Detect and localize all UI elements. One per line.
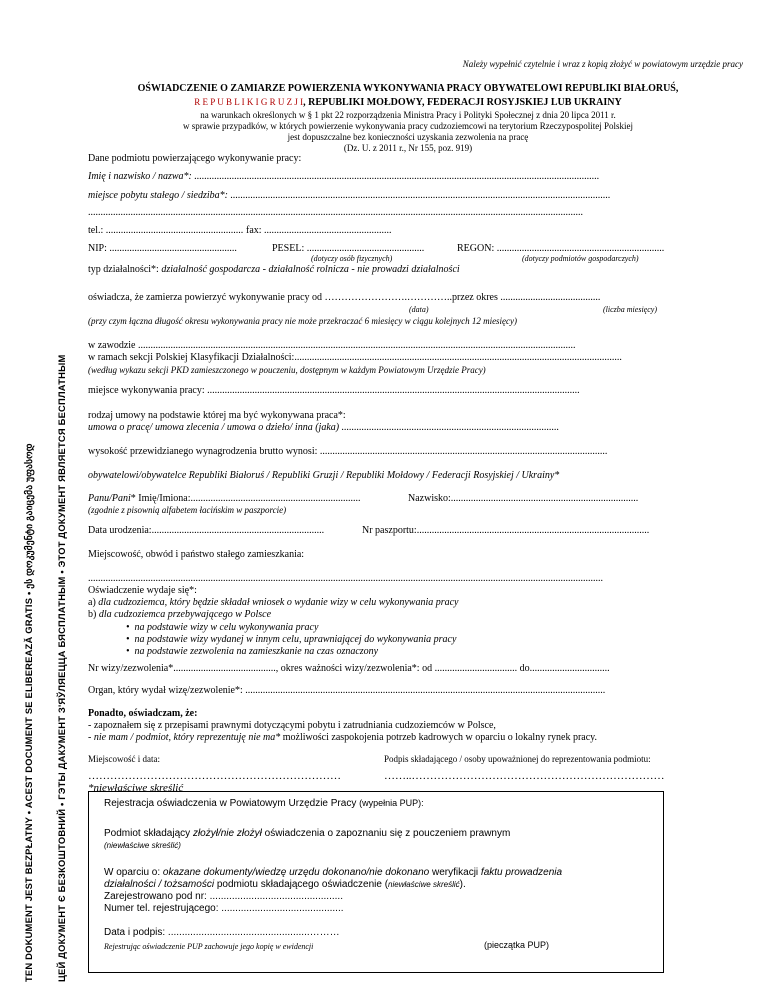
regon-field[interactable]: REGON: ................................................................... [457,243,665,254]
option-a-text: dla cudzoziemca, który będzie składał wniosek o wydanie wizy w celu wykonywania pracy [98,597,459,608]
regon-note: (dotyczy podmiotów gospodarczych) [522,254,639,263]
profession-field[interactable]: w zawodzie ............................................................................................................................................................................... [88,340,576,351]
form-title: OŚWIADCZENIE O ZAMIARZE POWIERZENIA WYKONYWANIA PRACY OBYWATELOWI REPUBLIKI BIAŁORUŚ, [137,83,679,94]
signature-field[interactable]: ……..…………………………………………………………… [384,770,665,782]
employer-name-field[interactable]: Imię i nazwisko / nazwa*: .................................................................................................................................................................. [88,171,600,182]
list-item[interactable]: • na podstawie wizy w celu wykonywania pracy [126,622,319,633]
foreigner-surname-field[interactable]: Nazwisko:........................................................................... [408,493,639,504]
option-b-text: dla cudzoziemca przebywającego w Polsce [98,609,272,620]
filling-instruction: Należy wypełnić czytelnie i wraz z kopią złożyć w powiatowym urzędzie pracy [462,59,743,69]
list-item[interactable]: • na podstawie wizy wydanej w innym celu, uprawniającej do wykonywania pracy [126,634,457,645]
p1-suffix: oświadczenia o zapoznaniu się z pouczeniem prawnym [261,828,511,839]
period-limit-note: (przy czym łączna długość okresu wykonywania pracy nie może przekraczać 6 miesięcy w ciągu kolejnych 12 miesięcy) [88,316,518,326]
latin-alphabet-note: (zgodnie z pisownią alfabetem łacińskim w paszporcie) [88,505,287,515]
pup-stamp-label: (pieczątka PUP) [484,940,550,950]
residence-field[interactable]: .............................................................................................................................................................................................................. [88,573,603,584]
activity-type [88,264,460,275]
verification-options[interactable]: okazane dokumenty/wiedzę urzędu dokonano/nie dokonano [162,867,430,878]
first-name-label: * Imię/Imiona:.................................................................... [130,493,361,504]
fax-field[interactable]: fax: ................................................... [246,225,392,236]
p1-prefix: Podmiot składający [104,828,193,839]
verification-statement-line2 [104,879,466,890]
declaration-local-market-text: możliwości zaspokojenia potrzeb kadrowych w oparciu o lokalny rynek pracy. [280,732,598,743]
place-date-label: Miejscowość i data: [88,754,160,764]
declaration-local-market-options[interactable]: - nie mam / podmiot, który reprezentuję nie ma* [88,732,281,743]
pesel-note: (dotyczy osób fizycznych) [311,254,393,263]
residence-label: Miejscowość, obwód i państwo stałego zamieszkania: [88,549,305,560]
p2-prefix: W oparciu o: [104,867,163,878]
employer-address-field[interactable]: miejsce pobytu stałego / siedziba*: ........................................................................................................................................................ [88,190,611,201]
verification-statement [104,867,562,878]
copy-retention-note: Rejestrując oświadczenie PUP zachowuje jego kopię w ewidencji [104,942,314,951]
p2-strike-note: niewłaściwe skreślić [388,880,460,889]
option-a[interactable] [88,597,459,608]
pup-title-text: Rejestracja oświadczenia w Powiatowym Urzędzie Pracy [104,798,360,809]
declaration-law-familiarity: - zapoznałem się z przepisami prawnymi dotyczącymi pobytu i zatrudniania cudzoziemców w Polsce, [88,720,496,731]
country-georgia-spaced: R E P U B L I K I G R U Z J I [194,97,304,107]
free-document-notice-1: TEN DOKUMENT JEST BEZPŁATNY • ACEST DOCUMENT SE ELIBEREAZĂ GRATIS • ეს დოკუმენტი გაიცემა უფასოდ [23,443,34,982]
visa-authority-field[interactable]: Organ, który wydał wizę/zezwolenie*: ................................................................................................................................................ [88,685,606,696]
legal-basis-3: jest dopuszczalne bez konieczności uzyskania zezwolenia na pracę [287,132,529,142]
birth-date-field[interactable]: Data urodzenia:..................................................................... [88,525,325,536]
option-a-letter: a) [88,597,99,608]
registration-number-field[interactable]: Zarejestrowano pod nr: ................................................ [104,891,343,902]
pup-title-note: (wypełnia PUP): [359,798,424,808]
strike-out-footnote: *niewłaściwe skreślić [88,782,184,794]
activity-identity-options[interactable]: działalności / tożsamości [104,879,215,890]
activity-type-label: typ działalności*: [88,264,162,275]
foreigner-first-name-field[interactable] [88,493,361,504]
option-b-letter: b) [88,609,99,620]
months-note: (liczba miesięcy) [603,305,657,314]
employer-address-continuation[interactable]: ...................................................................................................................................................................................................... [88,207,583,218]
registrar-phone-field[interactable]: Numer tel. rejestrującego: ............................................ [104,903,344,914]
p1-strike-note: (niewłaściwe skreślić) [104,841,181,850]
bullet-visa-work: na podstawie wizy w celu wykonywania pracy [134,622,319,633]
pkd-section-field[interactable]: w ramach sekcji Polskiej Klasyfikacji Działalności:................................................................................................................................... [88,352,622,363]
p2-line2-end: ). [459,879,466,890]
declaration-local-market [88,732,597,743]
contract-type-label: rodzaj umowy na podstawie której ma być wykonywana praca*: [88,410,346,421]
visa-number-field[interactable]: Nr wizy/zezwolenia*........................................., okres ważności wizy/zezwolenia*: od ................................. do................................ [88,663,610,674]
citizenship-options[interactable]: obywatelowi/obywatelce Republiki Białoruś / Republiki Gruzji / Republiki Mołdowy / Federacji Rosyjskiej / Ukrainy* [88,470,560,481]
form-title-line2 [88,97,728,108]
date-note: (data) [409,305,429,314]
verification-subject-options[interactable]: faktu prowadzenia [480,867,563,878]
legal-notice-statement [104,828,510,839]
bullet-residence-permit: na podstawie zezwolenia na zamieszkanie na czas oznaczony [134,646,379,657]
title-prefix[interactable]: Panu/Pani [88,493,131,504]
option-b[interactable] [88,609,271,620]
nip-field[interactable]: NIP: ................................................... [88,243,237,254]
employer-heading: Dane podmiotu powierzającego wykonywanie pracy: [88,153,302,164]
salary-field[interactable]: wysokość przewidzianego wynagrodzenia brutto wynosi: ................................................................................................................... [88,446,608,457]
place-date-field[interactable]: …………………………………………………………… [88,770,341,782]
signature-label: Podpis składającego / osoby upoważnionej do reprezentowania podmiotu: [384,754,651,764]
pkd-note: (według wykazu sekcji PKD zamieszczonego w pouczeniu, dostępnym w każdym Powiatowym Urzędzie Pracy) [88,365,486,375]
employment-period-field[interactable]: oświadcza, że zamierza powierzyć wykonywanie pracy od …………………….…………..przez okres ........................................ [88,292,601,303]
p2-line2-text: podmiotu składającego oświadczenie ( [214,879,389,890]
legal-basis-1: na warunkach określonych w § 1 pkt 22 rozporządzenia Ministra Pracy i Polityki Społecznej z dnia 20 lipca 2011 r. [200,110,616,120]
additional-declarations-heading: Ponadto, oświadczam, że: [88,708,198,719]
bullet-visa-other: na podstawie wizy wydanej w innym celu, uprawniającej do wykonywania pracy [134,634,457,645]
legal-basis-2: w sprawie przypadków, w których powierzenie wykonywania pracy cudzoziemcowi na terytorium Rzeczypospolitej Polskiej [182,121,634,131]
tel-field[interactable]: tel.: ....................................................... [88,225,244,236]
passport-number-field[interactable]: Nr paszportu:............................................................................................. [362,525,650,536]
workplace-field[interactable]: miejsce wykonywania pracy: ..................................................................................................................................................... [88,385,580,396]
activity-type-options[interactable]: działalność gospodarcza - działalność rolnicza - nie prowadzi działalności [161,264,460,275]
legal-basis-4: (Dz. U. z 2011 r., Nr 155, poz. 919) [343,143,473,153]
list-item[interactable]: • na podstawie zezwolenia na zamieszkanie na czas oznaczony [126,646,379,657]
contract-type-options[interactable]: umowa o pracę/ umowa zlecenia / umowa o dzieło/ inna (jaka) ....................................................................................... [88,422,560,433]
statement-issued-label: Oświadczenie wydaje się*: [88,585,197,596]
countries-list: , REPUBLIKI MOŁDOWY, FEDERACJI ROSYJSKIEJ LUB UKRAINY [303,97,622,108]
date-signature-field[interactable]: Data i podpis: ...................................................……… [104,927,340,938]
pesel-field[interactable]: PESEL: ............................................... [272,243,425,254]
free-document-notice-2: ЦЕЙ ДОКУМЕНТ Є БЕЗКОШТОВНИЙ • ГЭТЫ ДАКУМЕНТ З'ЯЎЛЯЕЦЦА БЯСПЛАТНЫМ • ЭТОТ ДОКУМЕНТ ЯВЛЯЕТСЯ БЕСПЛАТНЫМ [56,354,67,982]
pup-registration-title [104,798,424,809]
p2-mid: weryfikacji [429,867,481,878]
submitted-options[interactable]: złożył/nie złożył [192,828,262,839]
